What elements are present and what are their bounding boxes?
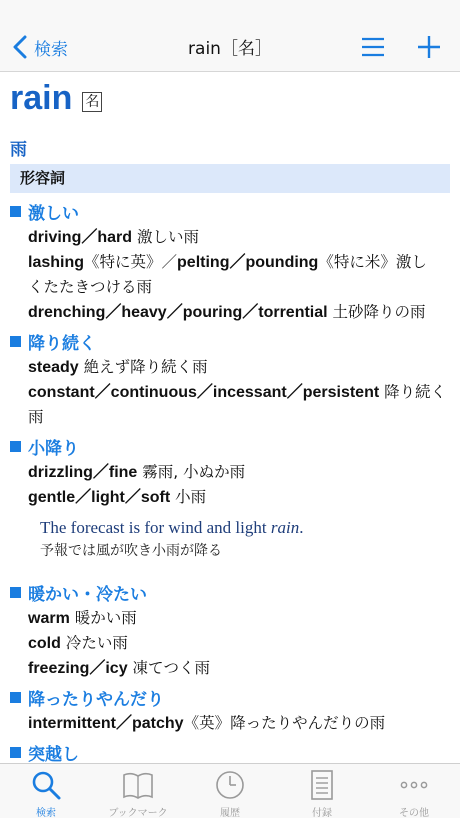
sense-heading [10, 432, 450, 460]
collocation-line [10, 355, 450, 380]
collocation-gloss: くたたきつける雨 [28, 278, 153, 296]
collocation-line [10, 405, 450, 430]
entry-content[interactable] [0, 73, 460, 763]
sense-group [10, 432, 450, 562]
sense-heading [10, 683, 450, 711]
tab-label: その他 [399, 808, 429, 818]
tab-label: ブックマーク [108, 808, 168, 818]
collocation-word: cold [28, 635, 61, 652]
sense-heading-text: 突越し [28, 744, 79, 763]
document-icon [305, 768, 339, 802]
collocation-word: constant／continuous／incessant／persistent [28, 384, 380, 401]
example-translation: 予報では風が吹き小雨が降る [40, 543, 222, 559]
square-bullet-icon [10, 587, 21, 598]
list-icon [358, 32, 388, 62]
collocation-line [10, 711, 450, 736]
sense-heading-text: 暖かい・冷たい [28, 584, 147, 605]
tab-label: 履歴 [220, 808, 240, 818]
tab-label: 付録 [312, 808, 332, 818]
example-sentence [10, 516, 450, 540]
collocation-word: lashing [28, 254, 85, 271]
example-headword: rain [270, 518, 300, 537]
sense-heading [10, 738, 450, 763]
example-text: The forecast is for wind and light [40, 518, 271, 537]
collocation-word: driving／hard [28, 229, 133, 246]
collocation-gloss: 雨 [28, 408, 44, 426]
collocation-word: drenching／heavy／pouring／torrential [28, 304, 328, 321]
headword-row [10, 79, 102, 118]
sense-heading-text: 小降り [28, 438, 79, 459]
pos-mark: 名 [82, 92, 102, 112]
collocation-line [10, 656, 450, 681]
square-bullet-icon [10, 206, 21, 217]
back-button[interactable] [12, 30, 68, 64]
page-title: rain［名］ [188, 39, 272, 59]
nav-bar [0, 0, 460, 72]
tab-book[interactable] [92, 764, 184, 818]
sense-group [10, 327, 450, 430]
book-icon [121, 768, 155, 802]
plus-icon [414, 32, 444, 62]
list-button[interactable] [358, 32, 388, 62]
more-icon [397, 768, 431, 802]
pos-header: 形容詞 [10, 164, 450, 193]
collocation-gloss: 激しい雨 [132, 228, 199, 246]
collocation-line [10, 275, 450, 300]
clock-icon [213, 768, 247, 802]
tab-clock[interactable] [184, 764, 276, 818]
square-bullet-icon [10, 441, 21, 452]
collocation-line [10, 631, 450, 656]
back-button-label: 検索 [34, 39, 68, 60]
tab-bar [0, 763, 460, 818]
sense-heading [10, 578, 450, 606]
sense-list [10, 197, 450, 763]
collocation-line [10, 225, 450, 250]
collocation-gloss: 凍てつく雨 [127, 659, 211, 677]
translation: 雨 [10, 140, 27, 160]
sense-group [10, 738, 450, 763]
square-bullet-icon [10, 692, 21, 703]
square-bullet-icon [10, 336, 21, 347]
sense-heading-text: 降り続く [28, 333, 96, 354]
sense-heading-text: 激しい [28, 203, 79, 224]
collocation-gloss: 《英》降ったりやんだりの雨 [183, 714, 386, 732]
collocation-gloss: 絶えず降り続く雨 [78, 358, 208, 376]
sense-heading-text: 降ったりやんだり [28, 689, 164, 710]
collocation-line [10, 606, 450, 631]
collocation-line [10, 380, 450, 405]
headword: rain [10, 79, 73, 117]
sense-group [10, 578, 450, 681]
chevron-left-icon [12, 35, 28, 59]
collocation-word: warm [28, 610, 70, 627]
collocation-line [10, 300, 450, 325]
collocation-line [10, 250, 450, 275]
collocation-gloss: 暖かい雨 [69, 609, 137, 627]
tab-search[interactable] [0, 764, 92, 818]
sense-group [10, 197, 450, 325]
collocation-word: pelting／pounding [177, 254, 319, 271]
tab-label: 検索 [36, 808, 56, 818]
sense-heading [10, 197, 450, 225]
collocation-word: steady [28, 359, 79, 376]
collocation-gloss: 《特に米》激し [318, 253, 427, 271]
collocation-gloss: 霧雨, 小ぬか雨 [137, 463, 246, 481]
collocation-gloss: 《特に英》／ [84, 253, 178, 271]
search-icon [29, 768, 63, 802]
collocation-word: drizzling／fine [28, 464, 138, 481]
sense-heading [10, 327, 450, 355]
collocation-word: freezing／icy [28, 660, 128, 677]
tab-more[interactable] [368, 764, 460, 818]
add-button[interactable] [414, 32, 444, 62]
collocation-gloss: 降り続く [379, 383, 447, 401]
example-punct: . [299, 518, 304, 537]
collocation-word: gentle／light／soft [28, 489, 171, 506]
square-bullet-icon [10, 747, 21, 758]
collocation-line [10, 485, 450, 510]
sense-group [10, 683, 450, 736]
collocation-word: intermittent／patchy [28, 715, 184, 732]
collocation-gloss: 冷たい雨 [60, 634, 128, 652]
collocation-line [10, 460, 450, 485]
collocation-gloss: 小雨 [170, 488, 207, 506]
tab-document[interactable] [276, 764, 368, 818]
collocation-gloss: 土砂降りの雨 [327, 303, 426, 321]
